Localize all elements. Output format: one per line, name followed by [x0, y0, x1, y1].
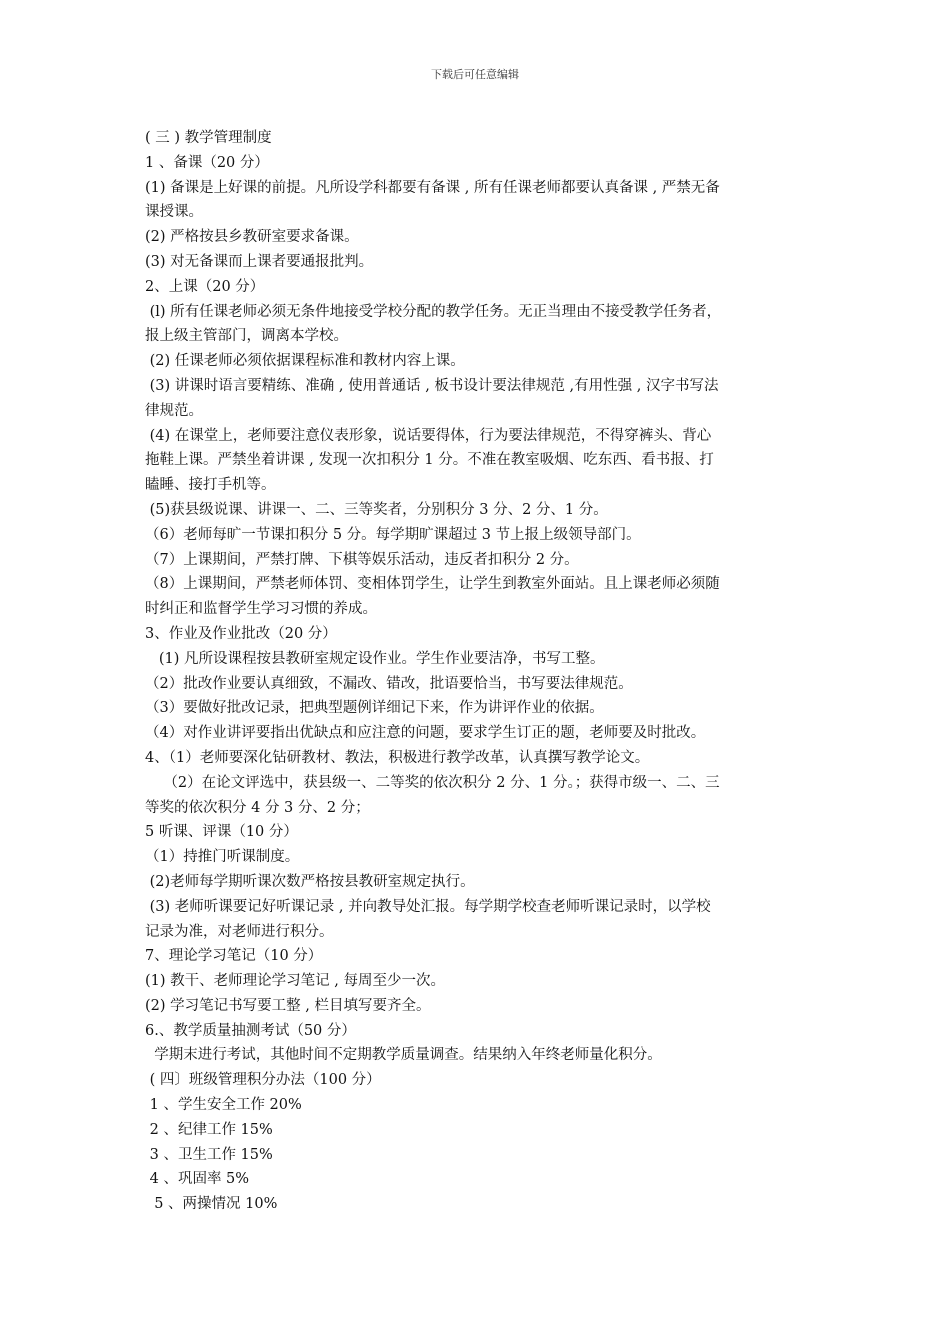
text-line: ( 四〕班级管理积分办法（100 分）: [145, 1072, 381, 1089]
text-line: 3、作业及作业批改（20 分）: [145, 625, 337, 642]
page-header: 下载后可任意编辑: [431, 68, 519, 81]
text-line: （4）对作业讲评要指出优缺点和应注意的问题，要求学生订正的题，老师要及时批改。: [145, 725, 706, 742]
text-line: (4) 在课堂上，老师要注意仪表形象，说话要得体，行为要法律规范，不得穿裤头、背心: [145, 427, 712, 444]
text-line: (2) 严格按县乡教研室要求备课。: [145, 229, 359, 246]
text-line: （2）批改作业要认真细致，不漏改、错改，批语要恰当，书写要法律规范。: [145, 675, 633, 692]
text-line: 5 听课、评课（10 分）: [145, 824, 298, 841]
text-line: （2）在论文评选中，获县级一、二等奖的依次积分 2 分、1 分。；获得市级一、二、三: [145, 774, 720, 791]
text-line: (1) 教干、老师理论学习笔记 , 每周至少一次。: [145, 973, 445, 990]
text-line: 1 、备课（20 分）: [145, 154, 269, 171]
text-line: 2、上课（20 分）: [145, 278, 265, 295]
text-line: (3) 老师听课要记好听课记录 , 并向教导处汇报。每学期学校查老师听课记录时，以学校: [145, 898, 711, 915]
text-line: 时纠正和监督学生学习习惯的养成。: [145, 601, 377, 618]
text-line: 5 、两操情况 10%: [145, 1196, 278, 1213]
text-line: (2)老师每学期听课次数严格按县教研室规定执行。: [145, 873, 475, 890]
text-line: 3 、卫生工作 15%: [145, 1146, 273, 1163]
text-line: (1) 备课是上好课的前提。凡所设学科都要有备课 , 所有任课老师都要认真备课 , 严禁无备: [145, 179, 720, 196]
text-line: (2) 学习笔记书写要工整 , 栏目填写要齐全。: [145, 997, 431, 1014]
text-line: (3) 对无备课而上课者要通报批判。: [145, 253, 374, 270]
text-line: 7、理论学习笔记（10 分）: [145, 948, 323, 965]
text-line: 1 、学生安全工作 20%: [145, 1097, 302, 1114]
text-line: 记录为准，对老师进行积分。: [145, 923, 334, 940]
text-line: 瞌睡、接打手机等。: [145, 477, 276, 494]
text-line: 等奖的依次积分 4 分 3 分、2 分；: [145, 799, 370, 816]
text-line: （6）老师每旷一节课扣积分 5 分。每学期旷课超过 3 节上报上级领导部门。: [145, 526, 641, 543]
text-line: (l) 所有任课老师必须无条件地接受学校分配的教学任务。无正当理由不接受教学任务者，: [145, 303, 722, 320]
text-line: 报上级主管部门，调离本学校。: [145, 328, 348, 345]
text-line: ( 三 ) 教学管理制度: [145, 130, 272, 146]
text-line: 4 、巩固率 5%: [145, 1171, 250, 1188]
text-line: 课授课。: [145, 204, 203, 221]
text-line: 2 、纪律工作 15%: [145, 1121, 273, 1138]
text-line: (2) 任课老师必须依据课程标准和教材内容上课。: [145, 353, 465, 370]
text-line: （3）要做好批改记录，把典型题例详细记下来，作为讲评作业的依据。: [145, 700, 604, 717]
text-line: 律规范。: [145, 402, 203, 419]
text-line: (5)获县级说课、讲课一、二、三等奖者，分别积分 3 分、2 分、1 分。: [145, 501, 608, 518]
text-line: （8）上课期间，严禁老师体罚、变相体罚学生，让学生到教室外面站。且上课老师必须随: [145, 576, 720, 593]
text-line: (3) 讲课时语言要精练、准确 , 使用普通话 , 板书设计要法律规范 ,有用性强 , 汉字书写法: [145, 377, 719, 394]
document-body: [145, 126, 820, 1217]
text-line: (1) 凡所设课程按县教研室规定设作业。学生作业要洁净，书写工整。: [145, 650, 605, 667]
text-line: 学期末进行考试，其他时间不定期教学质量调查。结果纳入年终老师量化积分。: [145, 1047, 662, 1064]
text-line: （1）持推门听课制度。: [145, 849, 300, 866]
text-line: （7）上课期间，严禁打牌、下棋等娱乐活动，违反者扣积分 2 分。: [145, 551, 579, 568]
text-line: 6.、教学质量抽测考试（50 分）: [145, 1022, 356, 1039]
text-line: 拖鞋上课。严禁坐着讲课 , 发现一次扣积分 1 分。不准在教室吸烟、吃东西、看书报、打: [145, 452, 714, 469]
text-line: 4、（1）老师要深化钻研教材、教法，积极进行教学改革，认真撰写教学论文。: [145, 749, 650, 766]
